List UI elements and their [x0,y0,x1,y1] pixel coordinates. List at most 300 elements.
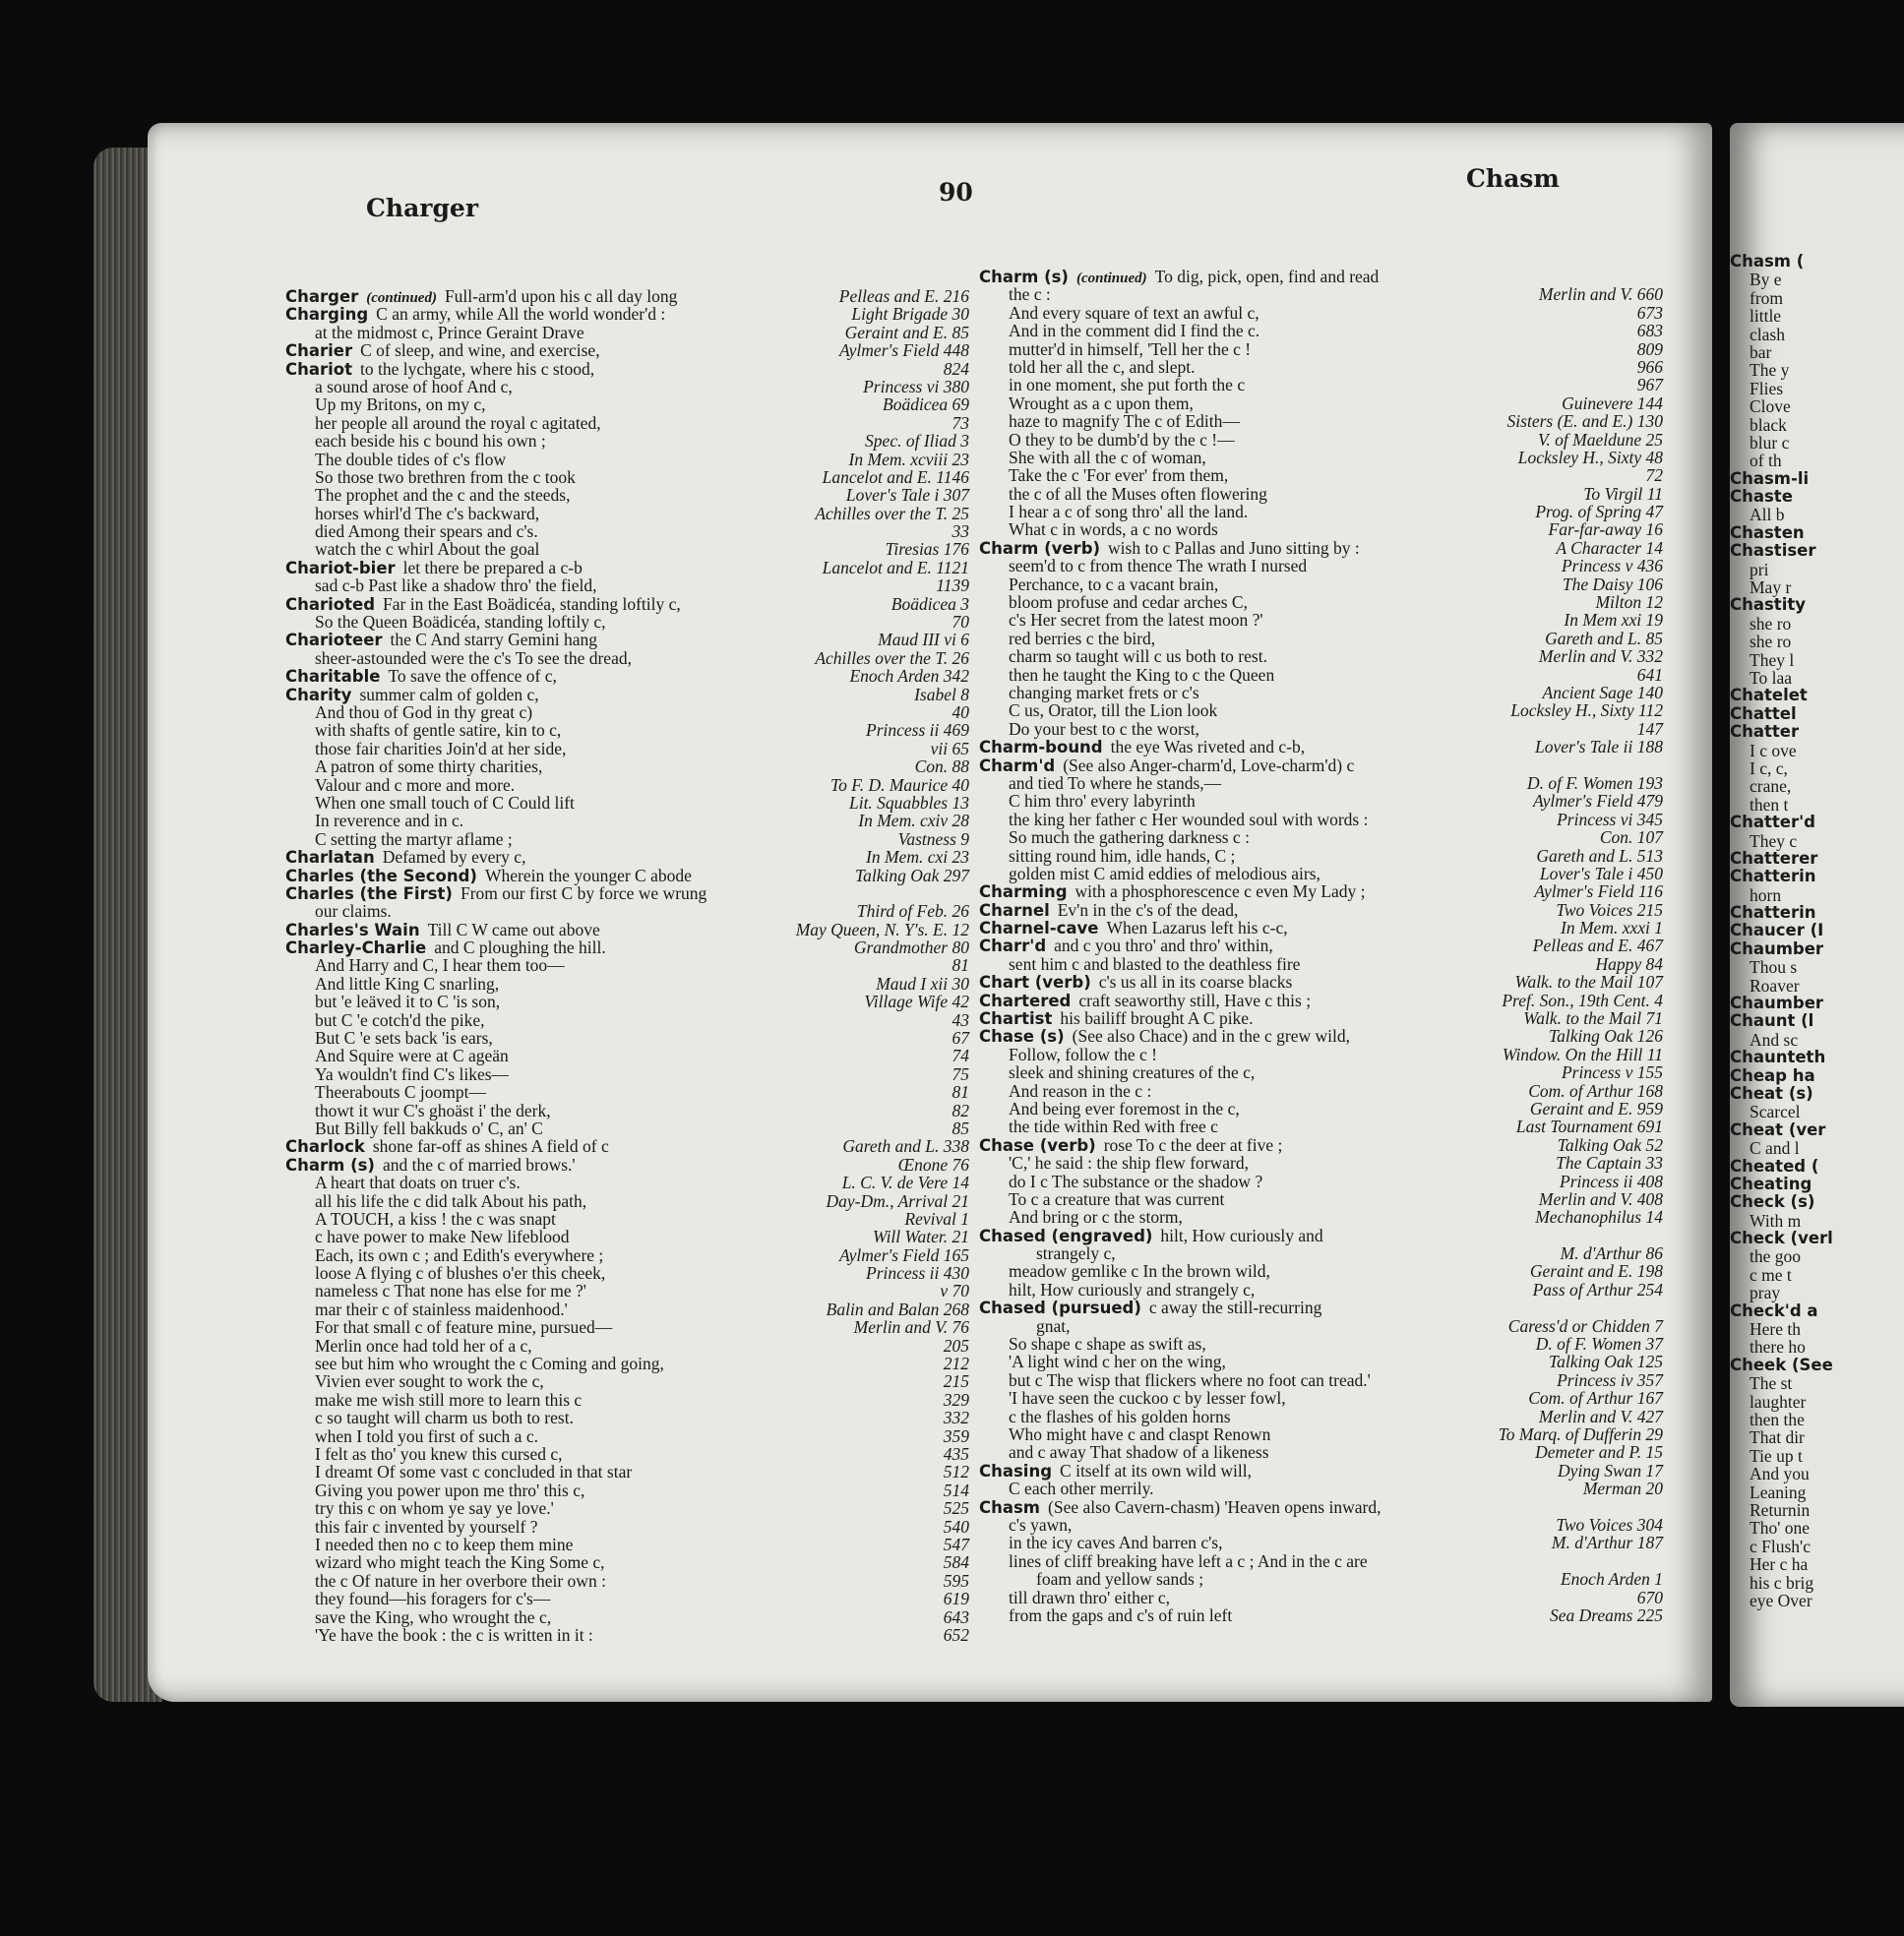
quotation-text: shone far-off as shines A field of c [372,1136,609,1157]
index-subentry [979,557,1663,575]
index-entry [285,686,969,703]
citation-reference: Princess v 436 [1561,556,1663,576]
fragment-text: C and l [1750,1138,1800,1159]
citation-reference: 514 [943,1480,969,1500]
citation-reference: 147 [1636,718,1663,739]
citation-reference: Aylmer's Field 116 [1534,881,1663,902]
quotation-text: those fair charities Join'd at her side, [315,738,567,758]
index-subentry [979,1244,1663,1262]
index-subentry [979,593,1663,611]
index-subentry [979,865,1663,882]
fragment-text: of th [1750,451,1782,471]
citation-reference: 85 [952,1118,969,1138]
fragment-headword: Chatter'd [1730,813,1815,832]
quotation-text: the c Of nature in her overbore their own : [315,1570,606,1591]
index-subentry [285,451,969,468]
fragment-text: I c ove [1750,740,1797,760]
citation-reference: Light Brigade 30 [851,304,969,325]
quotation-text: Follow, follow the c ! [1009,1044,1157,1064]
quotation-text: and the c of married brows.' [382,1154,576,1175]
index-subentry [285,1590,969,1607]
index-subentry [285,468,969,486]
quotation-text: to the lychgate, where his c stood, [360,358,595,379]
index-subentry [285,414,969,432]
quotation-text: C setting the martyr aflame ; [315,828,513,849]
citation-reference: Caress'd or Chidden 7 [1507,1315,1663,1336]
running-head-left: Charger [366,194,479,222]
index-subentry [979,1190,1663,1208]
fragment-text: And sc [1750,1029,1799,1050]
citation-reference: In Mem. xcviii 23 [848,449,969,469]
entry-headword: Charioteer [285,631,383,650]
quotation-text: 'Ye have the book : the c is written in it : [315,1624,593,1645]
quotation-text: this fair c invented by yourself ? [315,1516,538,1537]
fragment-text: from [1750,287,1784,308]
quotation-text: the king her father c Her wounded soul with words : [1009,809,1369,829]
index-subentry [285,324,969,341]
fragment-text: I c, c, [1750,757,1788,778]
citation-reference: Last Tournament 691 [1515,1117,1663,1137]
quotation-text: lines of cliff breaking have left a c ; And in the c are [1009,1550,1368,1571]
fragment-text: then t [1750,794,1789,815]
quotation-text: a sound arose of hoof And c, [315,376,513,396]
index-subentry [979,1063,1663,1081]
citation-reference: Princess ii 408 [1560,1171,1663,1191]
quotation-text: then he taught the King to c the Queen [1009,664,1275,685]
fragment-text: Flies [1750,378,1784,398]
entry-headword: Charles's Wain [285,920,420,939]
fragment-headword: Check (verl [1730,1229,1833,1248]
fragment-headword: Chatterer [1730,848,1818,868]
citation-reference: Lancelot and E. 1121 [822,557,969,577]
citation-reference: Maud I xii 30 [876,973,969,994]
entry-headword: Charlock [285,1137,365,1157]
quotation-text: save the King, who wrought the c, [315,1606,552,1627]
quotation-text: Take the c 'For ever' from them, [1009,465,1229,486]
quotation-text: From our first C by force we wrung [460,882,707,903]
citation-reference: The Daisy 106 [1562,574,1663,594]
entry-headword: Charm-bound [979,738,1103,757]
citation-reference: 584 [943,1552,969,1573]
citation-reference: Con. 88 [914,756,969,777]
quotation-text: the c of all the Muses often flowering [1009,483,1267,504]
right-page-column [1730,253,1833,1609]
index-subentry [979,720,1663,738]
index-subentry [979,1589,1663,1606]
index-entry [979,1027,1663,1045]
entry-headword: Chase (verb) [979,1135,1096,1155]
quotation-text: sad c-b Past like a shadow thro' the field, [315,575,597,596]
index-entry [979,1498,1663,1516]
index-subentry [285,395,969,413]
quotation-text: bloom profuse and cedar arches C, [1009,592,1248,613]
citation-reference: Lover's Tale i 450 [1539,863,1663,883]
citation-reference: Village Wife 42 [864,992,969,1012]
index-subentry [285,1301,969,1318]
index-subentry [979,1173,1663,1190]
index-column-left [285,287,969,1644]
quotation-text: I dreamt Of some vast c concluded in that star [315,1462,633,1482]
quotation-text: I felt as tho' you knew this cursed c, [315,1444,563,1464]
quotation-text: Who might have c and claspt Renown [1009,1424,1271,1444]
citation-reference: M. d'Arthur 86 [1560,1243,1663,1264]
quotation-text: C an army, while All the world wonder'd : [376,304,666,325]
quotation-text: When one small touch of C Could lift [315,792,575,813]
quotation-text: summer calm of golden c, [359,684,539,704]
citation-reference: 512 [943,1462,969,1482]
index-subentry [979,1425,1663,1443]
entry-headword: Chasing [979,1461,1053,1481]
citation-reference: 641 [1636,664,1663,685]
citation-reference: 359 [943,1425,969,1446]
index-subentry [979,684,1663,701]
index-subentry [285,703,969,721]
fragment-headword: Chaunt (l [1730,1011,1814,1031]
citation-reference: Will Water. 21 [872,1227,969,1247]
citation-reference: Enoch Arden 342 [849,666,969,687]
citation-reference: Grandmother 80 [853,938,969,958]
citation-reference: Boädicea 3 [891,593,969,614]
citation-reference: Œnone 76 [897,1154,969,1175]
quotation-text: Till C W came out above [427,919,600,939]
index-subentry [285,794,969,812]
quotation-text: A patron of some thirty charities, [315,756,543,777]
citation-reference: 540 [943,1516,969,1537]
citation-reference: Geraint and E. 85 [844,322,969,342]
index-subentry [979,1516,1663,1534]
index-subentry [979,503,1663,520]
quotation-text: haze to magnify The c of Edith— [1009,411,1240,432]
index-subentry [285,1445,969,1463]
quotation-text: And Squire were at C ageän [315,1046,509,1066]
citation-reference: 967 [1636,375,1663,395]
citation-reference: In Mem. cxi 23 [866,847,969,868]
quotation-text: in the icy caves And barren c's, [1009,1533,1223,1553]
index-subentry [979,1408,1663,1425]
citation-reference: 683 [1636,321,1663,341]
citation-reference: V. of Maeldune 25 [1537,429,1663,450]
index-subentry [285,1228,969,1245]
citation-reference: Ancient Sage 140 [1542,682,1663,702]
citation-reference: Geraint and E. 198 [1529,1261,1663,1282]
index-subentry [285,1047,969,1064]
index-subentry [285,721,969,739]
entry-headword: Chartist [979,1009,1053,1029]
fragment-headword: Chaucer (I [1730,921,1824,940]
citation-reference: 81 [952,955,969,976]
index-subentry [285,757,969,775]
index-subentry [285,1264,969,1282]
fragment-text: Tie up t [1750,1445,1803,1466]
fragment-headword: Chaumber [1730,994,1824,1013]
citation-reference: M. d'Arthur 187 [1551,1533,1663,1553]
index-subentry [285,1337,969,1355]
index-subentry [979,955,1663,973]
fragment-text: she ro [1750,632,1792,652]
fragment-text: Here th [1750,1319,1801,1340]
quotation-text: And little King C snarling, [315,973,500,994]
index-subentry [285,1463,969,1481]
citation-reference: 40 [952,701,969,722]
quotation-text: golden mist C amid eddies of melodious airs, [1009,863,1321,883]
entry-headword: Charitable [285,667,381,687]
fragment-text: Leaning [1750,1482,1807,1502]
citation-reference: Sisters (E. and E.) 130 [1506,411,1663,432]
quotation-text: I hear a c of song thro' all the land. [1009,502,1249,522]
fragment-text: laughter [1750,1391,1807,1412]
citation-reference: Pelleas and E. 467 [1532,936,1663,956]
citation-reference: Talking Oak 125 [1548,1352,1663,1372]
index-subentry [979,811,1663,828]
quotation-text: foam and yellow sands ; [1036,1569,1204,1590]
index-subentry [285,812,969,829]
page-number: 90 [939,178,973,207]
quotation-text: all his life the c did talk About his path, [315,1190,587,1211]
citation-reference: Princess ii 430 [866,1263,969,1284]
index-subentry [979,412,1663,430]
citation-reference: Boädicea 69 [883,394,969,415]
citation-reference: v 70 [940,1281,969,1301]
fragment-text: That dir [1750,1427,1805,1448]
quotation-text: red berries c the bird, [1009,628,1156,648]
citation-reference: 966 [1636,356,1663,377]
citation-reference: Princess v 155 [1561,1062,1663,1083]
citation-reference: Revival 1 [904,1208,969,1229]
quotation-text: Defamed by every c, [382,847,526,868]
index-entry [285,341,969,359]
quotation-text: Wrought as a c upon them, [1009,393,1194,413]
quotation-text: and c away That shadow of a likeness [1009,1442,1269,1463]
index-subentry [979,666,1663,684]
index-subentry [285,1572,969,1590]
citation-reference: Merlin and V. 76 [853,1317,969,1338]
quotation-text: with a phosphorescence c even My Lady ; [1075,881,1366,902]
fragment-text: The st [1750,1373,1793,1394]
quotation-text: So those two brethren from the c took [315,466,576,487]
index-entry [979,937,1663,954]
fragment-text: They c [1750,830,1798,851]
index-subentry [979,431,1663,449]
citation-reference: Gareth and L. 338 [842,1136,969,1157]
citation-reference: 67 [952,1028,969,1049]
quotation-text: Ev'n in the c's of the dead, [1057,899,1239,920]
citation-reference: Lover's Tale ii 188 [1535,737,1663,757]
citation-reference: Milton 12 [1595,592,1663,613]
citation-reference: 547 [943,1534,969,1554]
fragment-text: clash [1750,324,1785,344]
index-subentry [979,1046,1663,1063]
quotation-text: (See also Cavern-chasm) 'Heaven opens inward, [1048,1496,1382,1517]
index-subentry [979,774,1663,792]
index-subentry [285,1372,969,1390]
quotation-text: wish to c Pallas and Juno sitting by : [1108,537,1360,558]
quotation-text: and tied To where he stands,— [1009,772,1222,793]
quotation-text: at the midmost c, Prince Geraint Drave [315,322,584,342]
entry-headword: Chariot [285,359,353,379]
fragment-headword: Chaunteth [1730,1048,1826,1067]
quotation-text: rose To c the deer at five ; [1103,1134,1283,1155]
index-subentry [979,520,1663,538]
fragment-text: little [1750,306,1782,327]
quotation-text: our claims. [315,901,392,922]
quotation-text: To save the offence of c, [388,666,557,687]
quotation-text: The prophet and the c and the steeds, [315,485,571,506]
quotation-text: And reason in the c : [1009,1080,1152,1101]
index-entry [979,919,1663,937]
fragment-headword: Chatelet [1730,686,1808,705]
citation-reference: 82 [952,1100,969,1120]
fragment-text: Her c ha [1750,1554,1809,1575]
citation-reference: Locksley H., Sixty 112 [1510,700,1663,721]
quotation-text: And every square of text an awful c, [1009,302,1259,323]
index-subentry [285,1608,969,1626]
citation-reference: Spec. of Iliad 3 [865,431,969,452]
index-subentry [979,376,1663,393]
index-subentry [285,522,969,540]
quotation-text: Theerabouts C joompt— [315,1082,487,1103]
quotation-text: mutter'd in himself, 'Tell her the c ! [1009,338,1252,359]
fragment-text: The y [1750,360,1790,381]
quotation-text: changing market frets or c's [1009,682,1199,702]
index-subentry [285,1029,969,1047]
citation-reference: 643 [943,1606,969,1627]
quotation-text: So much the gathering darkness c : [1009,827,1250,848]
citation-reference: Day-Dm., Arrival 21 [826,1190,969,1211]
quotation-text: Up my Britons, on my c, [315,394,486,415]
quotation-text: c's Her secret from the latest moon ?' [1009,610,1263,631]
quotation-text: with shafts of gentle satire, kin to c, [315,720,562,741]
citation-reference: 74 [952,1046,969,1066]
citation-reference: Locksley H., Sixty 48 [1517,447,1663,467]
index-subentry [979,1335,1663,1353]
index-entry [285,867,969,884]
citation-reference: Lit. Squabbles 13 [848,792,969,813]
citation-reference: A Character 14 [1556,537,1663,558]
quotation-text: And being ever foremost in the c, [1009,1098,1240,1119]
index-subentry [285,1210,969,1228]
citation-reference: In Mem. cxiv 28 [858,811,969,831]
index-subentry [979,1480,1663,1497]
citation-reference: 70 [952,612,969,633]
quotation-text: the c : [1009,284,1051,305]
index-subentry [285,902,969,920]
quotation-text: try this c on whom ye say ye love.' [315,1498,554,1519]
fragment-text: Tho' one [1750,1518,1810,1539]
entry-headword: Charm (verb) [979,538,1101,558]
index-subentry [979,1154,1663,1172]
index-entry [979,756,1663,774]
quotation-text: And bring or c the storm, [1009,1207,1183,1228]
quotation-text: Wherein the younger C abode [484,865,692,885]
quotation-text: What c in words, a c no words [1009,519,1218,540]
citation-reference: 33 [952,521,969,542]
citation-reference: Enoch Arden 1 [1560,1569,1663,1590]
quotation-text: in one moment, she put forth the c [1009,375,1246,395]
citation-reference: Happy 84 [1595,953,1663,974]
citation-reference: Two Voices 215 [1556,899,1663,920]
fragment-text: With m [1750,1210,1802,1231]
quotation-text: nameless c That none has else for me ?' [315,1281,586,1301]
fragment-headword: Check'd a [1730,1301,1818,1320]
index-subentry [285,1318,969,1336]
index-entry [979,1227,1663,1244]
citation-reference: Two Voices 304 [1556,1514,1663,1535]
index-subentry [979,1570,1663,1588]
entry-headword: Chased (pursued) [979,1299,1141,1318]
fragment-headword: Chastity [1730,595,1806,615]
citation-reference: 75 [952,1063,969,1084]
entry-headword: Charier [285,341,353,361]
citation-reference: Pass of Arthur 254 [1532,1279,1663,1300]
quotation-text: sheer-astounded were the c's To see the dread, [315,647,632,668]
citation-reference: Aylmer's Field 448 [838,340,969,361]
fragment-text: By e [1750,270,1782,290]
quotation-text: (See also Anger-charm'd, Love-charm'd) c [1063,755,1355,775]
index-entry [979,539,1663,557]
citation-reference: Guinevere 144 [1562,393,1663,413]
fragment-text: horn [1750,884,1782,905]
quotation-text: his bailiff brought A C pike. [1060,1008,1254,1029]
quotation-text: craft seaworthy still, Have c this ; [1078,990,1312,1010]
quotation-text: So the Queen Boädicéa, standing loftily c, [315,612,606,633]
index-subentry [285,776,969,794]
quotation-text: Do your best to c the worst, [1009,718,1199,739]
fragment-text: Roaver [1750,975,1800,996]
fragment-text: blur c [1750,432,1790,453]
quotation-text: C each other merrily. [1009,1479,1154,1499]
fragment-text: Scarcel [1750,1102,1801,1122]
quotation-text: C us, Orator, till the Lion look [1009,700,1218,721]
citation-reference: Lancelot and E. 1146 [822,466,969,487]
index-entry [285,921,969,938]
index-subentry [285,576,969,594]
fragment-headword: Chaumber [1730,938,1824,958]
quotation-text: She with all the c of woman, [1009,447,1206,467]
entry-headword: Chased (engraved) [979,1226,1153,1245]
index-subentry [285,613,969,631]
index-entry [285,287,969,305]
index-entry [285,848,969,866]
quotation-text: 'I have seen the cuckoo c by lesser fowl, [1009,1388,1286,1409]
entry-headword: Chase (s) [979,1027,1065,1047]
citation-reference: Pref. Son., 19th Cent. 4 [1502,990,1663,1010]
right-page-fragment [1730,123,1904,1707]
index-subentry [285,1174,969,1191]
citation-reference: 43 [952,1009,969,1030]
citation-reference: In Mem. xxxi 1 [1561,918,1663,938]
fragment-text: the goo [1750,1246,1802,1267]
index-subentry [979,1534,1663,1551]
quotation-text: C of sleep, and wine, and exercise, [360,340,600,361]
citation-reference: Vastness 9 [897,828,969,849]
citation-reference: 619 [943,1589,969,1609]
index-subentry [979,1443,1663,1461]
fragment-text: there ho [1750,1337,1806,1358]
fragment-text: she ro [1750,613,1792,634]
index-subentry [979,1262,1663,1280]
index-subentry [979,1389,1663,1407]
index-subentry [285,1065,969,1083]
citation-reference: Achilles over the T. 25 [815,503,969,523]
index-subentry [285,486,969,504]
citation-reference: D. of F. Women 37 [1535,1334,1663,1355]
index-entry [979,268,1663,285]
citation-reference: Dying Swan 17 [1558,1460,1663,1481]
entry-headword: Charles (the First) [285,883,453,903]
citation-reference: 81 [952,1082,969,1103]
fragment-text: To laa [1750,667,1792,688]
index-subentry [979,304,1663,322]
